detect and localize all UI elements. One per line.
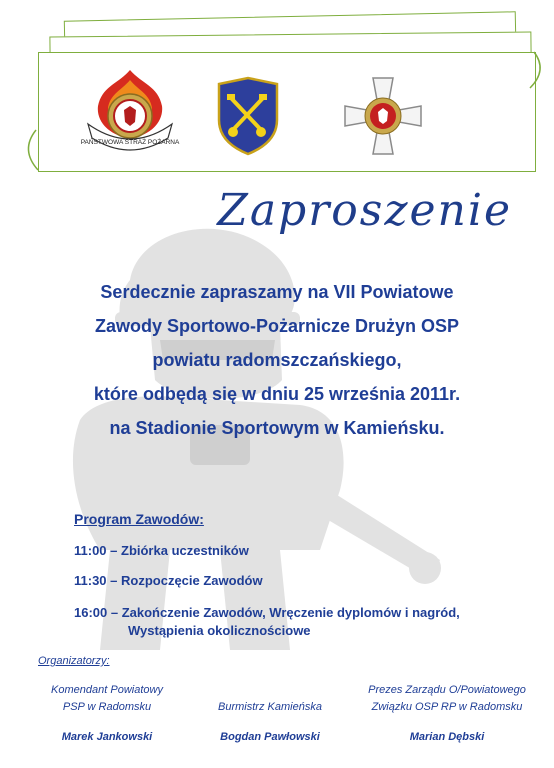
organizer-title-line: Komendant Powiatowy: [51, 684, 163, 696]
program-item-time: 11:00: [74, 543, 107, 558]
intro-line: Serdecznie zapraszamy na VII Powiatowe: [100, 282, 454, 302]
program-item-continuation: Wystąpienia okolicznościowe: [128, 623, 311, 638]
program-item: [74, 605, 460, 620]
organizer-title-line: Prezes Zarządu O/Powiatowego: [368, 684, 526, 696]
program-item: [74, 573, 263, 588]
svg-text:PAŃSTWOWA STRAŻ POŻARNA: PAŃSTWOWA STRAŻ POŻARNA: [80, 139, 180, 146]
fire-service-emblem-icon: [80, 66, 180, 156]
program-heading: Program Zawodów:: [74, 511, 204, 527]
organizer-name: Marek Jankowski: [61, 731, 153, 743]
organizer-name: Bogdan Pawłowski: [220, 731, 320, 743]
organizers-heading: Organizatorzy:: [38, 655, 110, 667]
invitation-title: Zaproszenie: [217, 185, 512, 236]
program-item-text: – Rozpoczęcie Zawodów: [106, 573, 263, 588]
program-item-time: 16:00: [74, 605, 108, 620]
program-item-text: – Zakończenie Zawodów, Wręczenie dyplomów i nagród,: [107, 605, 460, 620]
intro-text: [0, 275, 554, 445]
organizer-title-line: PSP w Radomsku: [62, 701, 152, 713]
osp-cross-emblem-icon: [343, 76, 423, 156]
keys-coat-of-arms-icon: [215, 76, 281, 156]
program-item-text: – Zbiórka uczestników: [106, 543, 249, 558]
organizer-title-line: Burmistrz Kamieńska: [218, 701, 322, 713]
intro-line: powiatu radomszczańskiego,: [152, 350, 402, 370]
organizer-title-line: Związku OSP RP w Radomsku: [371, 701, 523, 713]
program-item: [74, 543, 249, 558]
intro-line: Zawody Sportowo-Pożarnicze Drużyn OSP: [94, 316, 460, 336]
intro-line: na Stadionie Sportowym w Kamieńsku.: [109, 418, 445, 438]
intro-line: które odbędą się w dniu 25 września 2011r.: [93, 384, 461, 404]
program-item-time: 11:30: [74, 573, 107, 588]
organizer-name: Marian Dębski: [409, 731, 485, 743]
